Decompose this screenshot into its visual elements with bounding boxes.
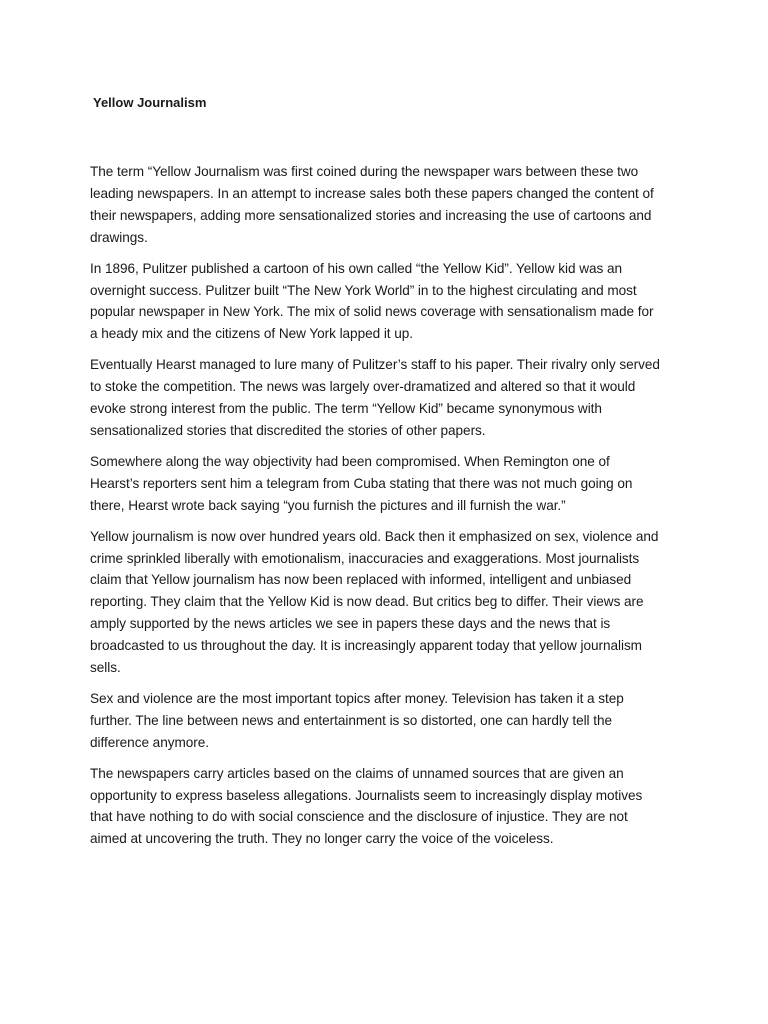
text-line: The newspapers carry articles based on the claims of unnamed sources that are given an (90, 765, 624, 781)
text-line: further. The line between news and entertainment is so distorted, one can hardly tell the (90, 712, 612, 728)
text-line: their newspapers, adding more sensationalized stories and increasing the use of cartoons and (90, 207, 652, 223)
text-line: Hearst’s reporters sent him a telegram from Cuba stating that there was not much going on (90, 475, 633, 491)
text-line: difference anymore. (90, 734, 209, 750)
text-line: Somewhere along the way objectivity had been compromised. When Remington one of (90, 453, 610, 469)
text-line: Sex and violence are the most important topics after money. Television has taken it a step (90, 690, 624, 706)
paragraph (90, 451, 682, 517)
text-line: crime sprinkled liberally with emotionalism, inaccuracies and exaggerations. Most journalists (90, 550, 640, 566)
text-line: there, Hearst wrote back saying “you furnish the pictures and ill furnish the war.” (90, 497, 566, 513)
document-title: Yellow Journalism (93, 95, 207, 110)
paragraph (90, 258, 682, 346)
text-line: sells. (90, 660, 121, 676)
paragraph (90, 526, 682, 679)
text-line: popular newspaper in New York. The mix of solid news coverage with sensationalism made for (90, 304, 654, 320)
paragraph (90, 688, 682, 754)
paragraph (90, 354, 682, 442)
text-line: a heady mix and the citizens of New York lapped it up. (90, 326, 413, 342)
text-line: In 1896, Pulitzer published a cartoon of his own called “the Yellow Kid”. Yellow kid was an (90, 260, 622, 276)
text-line: Eventually Hearst managed to lure many of Pulitzer’s staff to his paper. Their rivalry only served (90, 357, 660, 373)
text-line: evoke strong interest from the public. The term “Yellow Kid” became synonymous with (90, 401, 602, 417)
document-body (90, 161, 682, 859)
text-line: sensationalized stories that discredited the stories of other papers. (90, 422, 486, 438)
text-line: broadcasted to us throughout the day. It is increasingly apparent today that yellow journalism (90, 638, 642, 654)
text-line: leading newspapers. In an attempt to increase sales both these papers changed the content of (90, 185, 654, 201)
text-line: drawings. (90, 229, 148, 245)
text-line: claim that Yellow journalism has now been replaced with informed, intelligent and unbiased (90, 572, 632, 588)
paragraph (90, 763, 682, 851)
text-line: Yellow journalism is now over hundred years old. Back then it emphasized on sex, violence and (90, 528, 659, 544)
text-line: that have nothing to do with social conscience and the disclosure of injustice. They are not (90, 809, 628, 825)
text-line: overnight success. Pulitzer built “The New York World” in to the highest circulating and most (90, 282, 637, 298)
text-line: amply supported by the news articles we see in papers these days and the news that is (90, 616, 611, 632)
text-line: The term “Yellow Journalism was first coined during the newspaper wars between these two (90, 164, 639, 179)
text-line: reporting. They claim that the Yellow Kid is now dead. But critics beg to differ. Their views are (90, 594, 644, 610)
text-line: to stoke the competition. The news was largely over-dramatized and altered so that it would (90, 379, 636, 395)
paragraph (90, 161, 682, 249)
text-line: opportunity to express baseless allegations. Journalists seem to increasingly display motives (90, 787, 643, 803)
text-line: aimed at uncovering the truth. They no longer carry the voice of the voiceless. (90, 831, 554, 847)
